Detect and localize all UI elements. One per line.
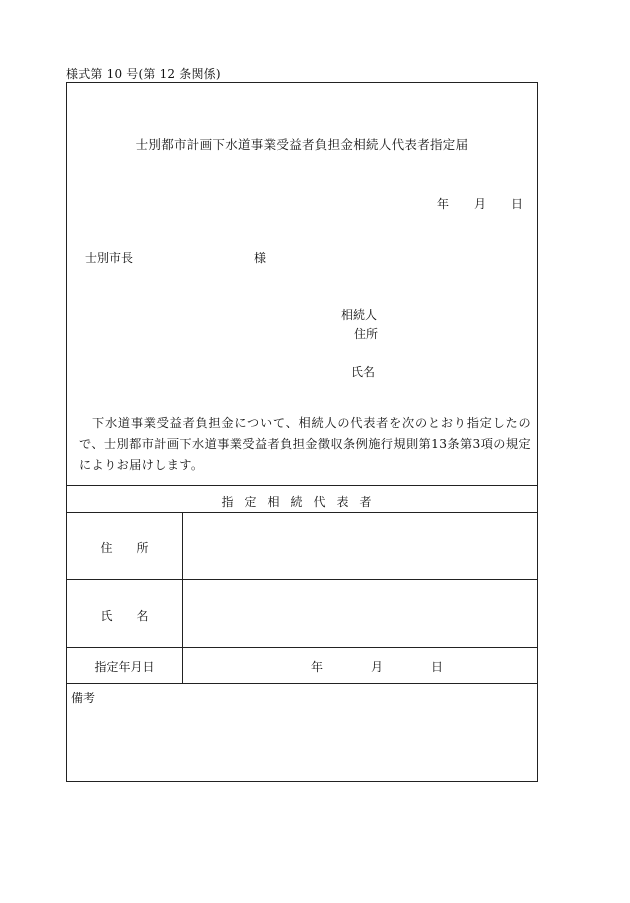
remarks-label: 備考 [71,691,96,705]
submission-year-label: 年 [437,197,450,211]
addressee-honorific: 様 [254,251,267,265]
addressee-name: 士別市長 [85,251,134,265]
designation-year-label: 年 [311,660,324,674]
table-address-label: 住 所 [100,541,149,555]
divider-line [67,485,537,486]
submission-day-label: 日 [511,197,524,211]
form-title: 士別都市計画下水道事業受益者負担金相続人代表者指定届 [135,137,469,152]
form-frame [66,82,538,782]
designation-month-label: 月 [371,660,384,674]
applicant-name-label: 氏名 [351,365,376,379]
applicant-address-label: 住所 [354,327,379,341]
designation-date-label: 指定年月日 [94,660,155,674]
heir-label: 相続人 [341,308,378,322]
divider-line [67,512,537,513]
divider-line [67,579,537,580]
designation-day-label: 日 [431,660,444,674]
form-number-label: 様式第 10 号(第 12 条関係) [66,67,221,81]
divider-line [67,647,537,648]
designated-heir-header: 指定相続代表者 [221,495,383,509]
submission-month-label: 月 [474,197,487,211]
table-name-label: 氏 名 [100,609,149,623]
divider-line [67,683,537,684]
notification-body: 下水道事業受益者負担金について、相続人の代表者を次のとおり指定したので、士別都市計画下水道事業受益者負担金徴収条例施行規則第13条第3項の規定によりお届けします。 [79,416,531,472]
column-divider [182,512,183,683]
